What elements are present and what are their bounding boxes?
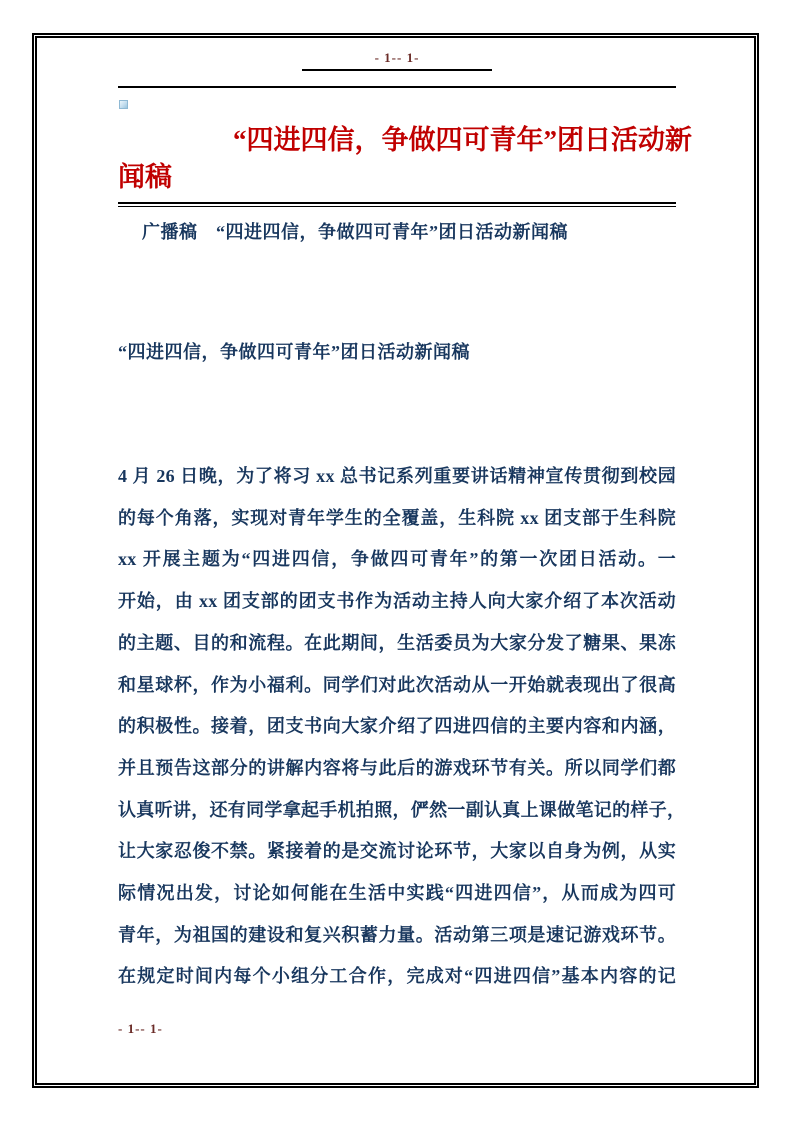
body-line-4: 开始，由 xx 团支部的团支书作为活动主持人向大家介绍了本次活动	[118, 591, 676, 612]
header-page-number: - 1-- 1-	[374, 50, 420, 65]
header-underline	[302, 50, 492, 71]
page-header	[118, 50, 676, 71]
body-paragraph	[118, 456, 686, 998]
body-line-1: 4 月 26 日晚，为了将习 xx 总书记系列重要讲话精神宣传贯彻到校园	[118, 466, 676, 486]
body-line-12: 青年，为祖国的建设和复兴积蓄力量。活动第三项是速记游戏环节。	[118, 924, 676, 945]
body-line-9: 认真听讲，还有同学拿起手机拍照，俨然一副认真上课做笔记的样子，	[118, 799, 686, 820]
body-line-2: 的每个角落，实现对青年学生的全覆盖，生科院 xx 团支部于生科院	[118, 507, 676, 528]
body-line-6: 和星球杯，作为小福利。同学们对此次活动从一开始就表现出了很高	[118, 674, 676, 695]
body-line-5: 的主题、目的和流程。在此期间，生活委员为大家分发了糖果、果冻	[118, 632, 676, 653]
title-double-rule	[118, 202, 676, 207]
page-footer	[118, 1021, 163, 1037]
body-line-3: xx 开展主题为“四进四信，争做四可青年”的第一次团日活动。一	[118, 549, 676, 570]
body-line-7: 的积极性。接着，团支书向大家介绍了四进四信的主要内容和内涵，	[118, 716, 676, 737]
document-subtitle: “四进四信，争做四可青年”团日活动新闻稿	[118, 342, 470, 362]
body-line-10: 让大家忍俊不禁。紧接着的是交流讨论环节，大家以自身为例，从实	[118, 841, 676, 862]
anchor-square-icon	[119, 100, 128, 109]
footer-page-number: - 1-- 1-	[118, 1021, 163, 1036]
document-title-line-2: 闻稿	[118, 162, 172, 192]
body-line-8: 并且预告这部分的讲解内容将与此后的游戏环节有关。所以同学们都	[118, 757, 676, 778]
body-line-13: 在规定时间内每个小组分工合作，完成对“四进四信”基本内容的记	[118, 966, 676, 987]
body-line-11: 际情况出发，讨论如何能在生活中实践“四进四信”，从而成为四可	[118, 883, 676, 904]
broadcast-subtitle: 广播稿 “四进四信，争做四可青年”团日活动新闻稿	[142, 222, 568, 242]
header-rule	[118, 86, 676, 88]
document-title-line-1: “四进四信，争做四可青年”团日活动新	[233, 125, 692, 155]
